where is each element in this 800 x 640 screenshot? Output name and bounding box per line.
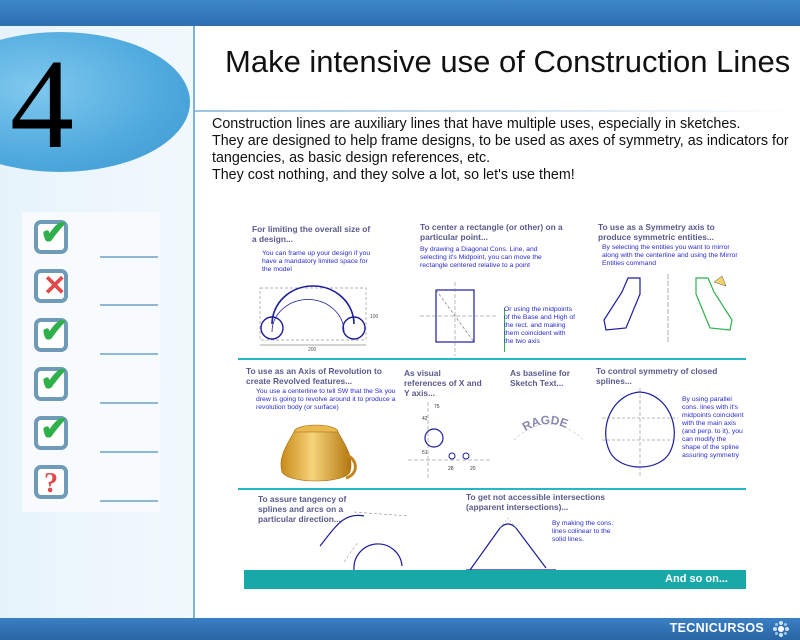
frame-sketch [252, 282, 382, 352]
baseline-heading: As baseline for Sketch Text... [510, 368, 571, 388]
symmetry-part-right [696, 278, 732, 330]
row-separator-2 [238, 488, 746, 490]
check-icon: ✔ [40, 312, 69, 350]
row-separator-1 [238, 358, 746, 360]
svg-text:RAGDE [520, 413, 570, 434]
revolve-body: You use a centerline to tell SW that the Sk you drew is going to revolve around it to produce a revolution body (or surface) [256, 388, 396, 411]
slide-number: 4 [10, 33, 74, 175]
tangency-sketch [314, 502, 424, 572]
intersections-heading: To get not accessible intersections (apparent intersections)... [466, 492, 606, 512]
frame-dim-h: 200 [308, 347, 317, 352]
construction-lines-diagram [238, 210, 746, 592]
revolve-heading: To use as an Axis of Revolution to create Revolved features... [246, 366, 382, 386]
visual-ref-sketch [404, 400, 494, 480]
symmetry-heading: To use as a Symmetry axis to produce symmetric entities... [598, 222, 715, 242]
check-icon: ✔ [40, 361, 69, 399]
intersections-body: By making the cons. lines colinear to the solid lines. [552, 520, 614, 543]
svg-text:20: 20 [470, 466, 476, 472]
frame-body: You can frame up your design if you have a mandatory limited space for the model [262, 250, 371, 273]
baseline-sketch [506, 406, 590, 446]
closed-spline-body: By using parallel cons. lines with it's midpoints coincident with the main axis (and perp. to it), you can modify the shape of the spline assuring symmetry [682, 396, 744, 459]
symmetry-part-left [604, 278, 640, 330]
checkbox-6 [34, 465, 68, 499]
closed-spline-sketch [598, 388, 682, 478]
intro-text [212, 116, 797, 184]
frame-heading: For limiting the overall size of a design... [252, 224, 371, 244]
page-title: Make intensive use of Construction Lines [225, 44, 791, 79]
revolved-vase-image [272, 420, 362, 486]
brand-name: TECNICURSOS [669, 621, 764, 635]
checkbox-4 [34, 361, 69, 401]
checklist-line [100, 256, 158, 258]
checklist-line [100, 500, 158, 502]
brand-logo-icon [772, 620, 790, 638]
baseline-sample-text: RAGDE [519, 412, 571, 434]
visual-ref-heading: As visual references of X and Y axis... [404, 368, 482, 398]
intersections-sketch [460, 514, 560, 576]
and-so-on-text: And so on... [665, 573, 728, 585]
tangency-heading: To assure tangency of splines and arcs on a particular direction... [258, 494, 347, 524]
symmetry-sketch [598, 272, 738, 344]
checkbox-3 [34, 312, 69, 352]
bottom-bar [0, 618, 800, 640]
symmetry-body: By selecting the entities you want to mirror along with the centerline and using the Mirror Entities command [602, 244, 738, 267]
checkbox-5 [34, 410, 69, 450]
svg-text:42: 42 [422, 416, 428, 422]
closed-spline-heading: To control symmetry of closed splines... [596, 366, 718, 386]
top-bar [0, 0, 800, 26]
cross-icon: ✕ [43, 270, 67, 301]
title-divider [195, 110, 800, 112]
frame-arch [272, 286, 354, 324]
svg-text:51: 51 [422, 450, 428, 456]
center-body: By drawing a Diagonal Cons. Line, and selecting it's Midpoint, you can move the rectangle centered relative to a point [420, 246, 542, 269]
question-icon: ? [44, 468, 58, 499]
frame-dim-v: 100 [370, 314, 379, 320]
checklist-line [100, 451, 158, 453]
checklist-line [100, 402, 158, 404]
checklist-line [100, 353, 158, 355]
checklist [22, 212, 160, 512]
center-sketch [418, 280, 498, 360]
checkbox-1 [34, 214, 69, 254]
svg-text:75: 75 [434, 404, 440, 410]
mirror-icon [714, 276, 726, 286]
svg-text:28: 28 [448, 466, 454, 472]
center-note: Or using the midpoints of the Base and High of the rect. and making them coincident with the two axis [504, 306, 576, 345]
intro-line-2: They are designed to help frame designs, to be used as axes of symmetry, as indicators for tangencies, as basic design references, etc. [212, 133, 789, 166]
check-icon: ✔ [40, 214, 69, 252]
intro-line-1: Construction lines are auxiliary lines that have multiple uses, especially in sketches. [212, 116, 741, 132]
and-so-on-banner [244, 570, 746, 589]
checklist-line [100, 304, 158, 306]
check-icon: ✔ [40, 410, 69, 448]
checkbox-2 [34, 269, 68, 303]
center-heading: To center a rectangle (or other) on a particular point... [420, 222, 563, 242]
intro-line-3: They cost nothing, and they solve a lot, so let's use them! [212, 167, 575, 183]
frame-rect [260, 288, 366, 340]
